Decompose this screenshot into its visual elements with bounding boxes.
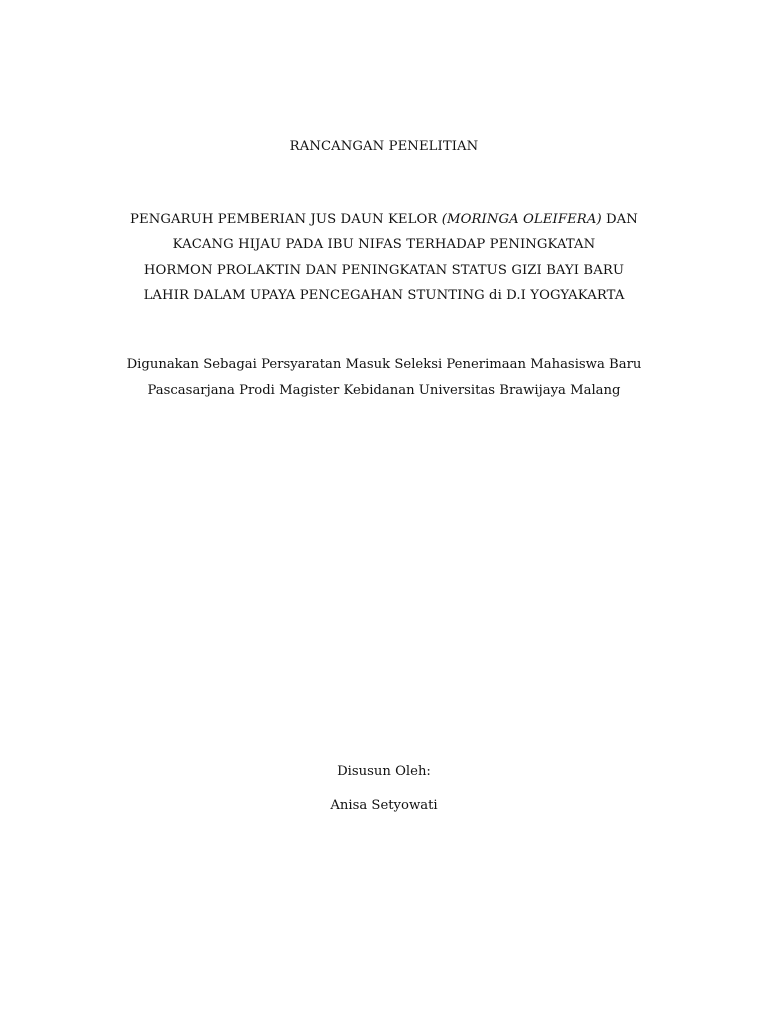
author-label: Disusun Oleh: xyxy=(337,764,431,779)
author-name: Anisa Setyowati xyxy=(330,798,438,813)
purpose-line-1: Digunakan Sebagai Persyaratan Masuk Seleksi Penerimaan Mahasiswa Baru xyxy=(126,357,642,372)
purpose-line-2: Pascasarjana Prodi Magister Kebidanan Universitas Brawijaya Malang xyxy=(147,383,621,398)
title-line-4: LAHIR DALAM UPAYA PENCEGAHAN STUNTING di D.I YOGYAKARTA xyxy=(143,287,625,303)
document-heading: RANCANGAN PENELITIAN xyxy=(289,139,479,154)
title-line-2: KACANG HIJAU PADA IBU NIFAS TERHADAP PENINGKATAN xyxy=(172,237,596,253)
title-line-1-prefix: PENGARUH PEMBERIAN JUS DAUN KELOR xyxy=(130,212,442,227)
title-line-1-suffix: DAN xyxy=(601,212,638,227)
purpose-statement xyxy=(0,352,768,404)
title-line-3: HORMON PROLAKTIN DAN PENINGKATAN STATUS GIZI BAYI BARU xyxy=(143,262,625,278)
title-line-1 xyxy=(0,207,768,232)
research-title xyxy=(0,207,768,308)
title-species-name: (MORINGA OLEIFERA) xyxy=(441,212,602,227)
